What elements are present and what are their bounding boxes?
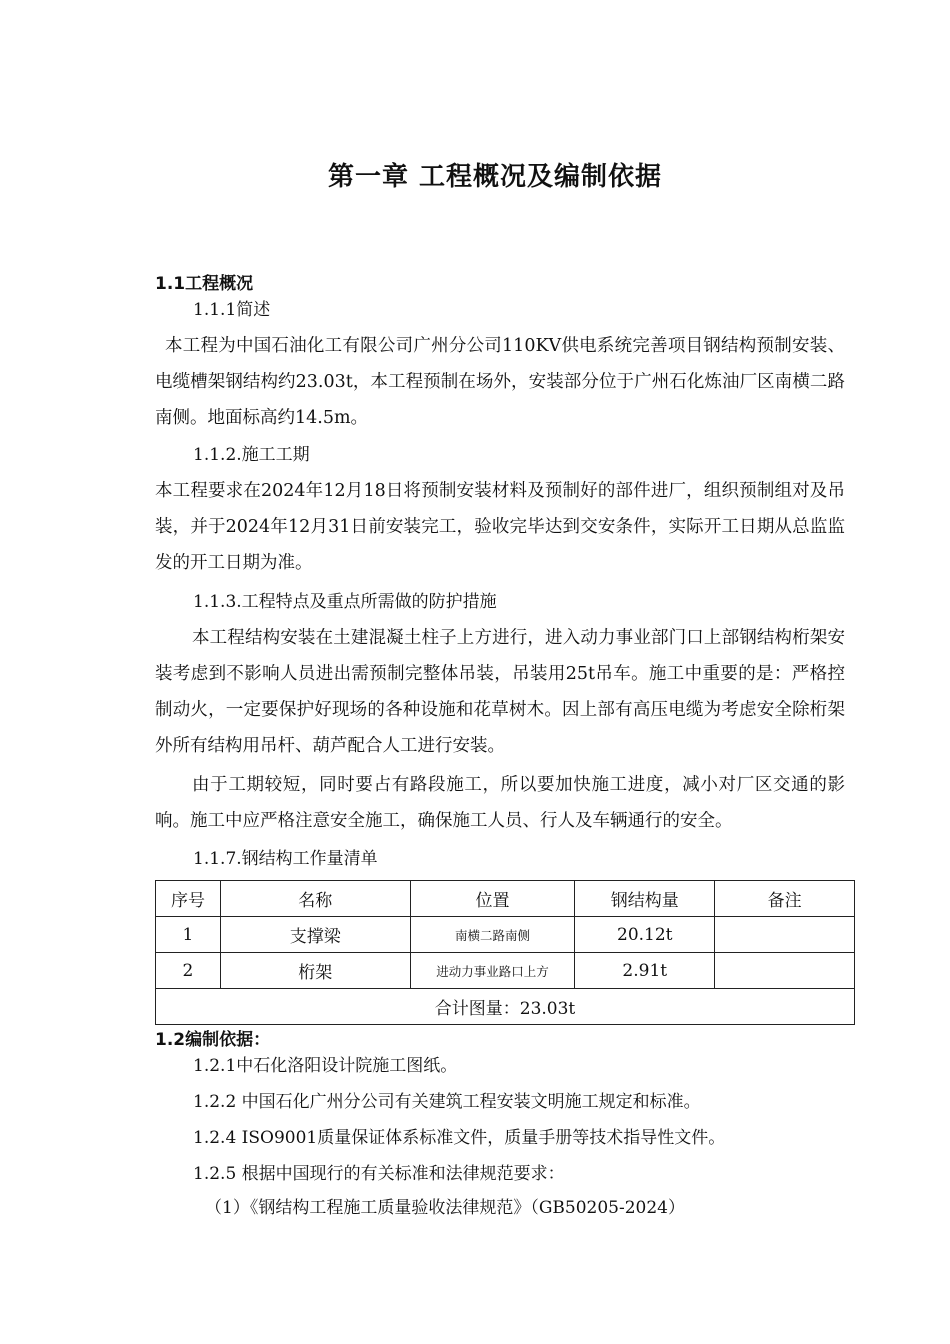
header-cell: 名称 — [220, 881, 410, 917]
table-total: 合计图量：23.03t — [156, 989, 855, 1025]
table-cell: 进动力事业路口上方 — [410, 953, 575, 989]
basis-item-1-2-5: 1.2.5 根据中国现行的有关标准和法律规范要求： — [193, 1164, 565, 1184]
paragraph-safety: 由于工期较短，同时要占有路段施工，所以要加快施工进度，减小对厂区交通的影响。施工中应严格注意安全施工，确保施工人员、行人及车辆通行的安全。 — [155, 775, 845, 831]
basis-item-1-2-4: 1.2.4 ISO9001质量保证体系标准文件，质量手册等技术指导性文件。 — [193, 1128, 726, 1148]
table-header-row — [156, 881, 855, 917]
basis-sub-item-1: （1）《钢结构工程施工质量验收法律规范》（GB50205-2024） — [205, 1198, 685, 1218]
subsection-1-1-1: 1.1.1简述 — [193, 300, 271, 320]
paragraph-features: 本工程结构安装在土建混凝土柱子上方进行，进入动力事业部门口上部钢结构桁架安装考虑到不影响人员进出需预制完整体吊装，吊装用25t吊车。施工中重要的是：严格控制动火，一定要保护好现场的各种设施和花草树木。因上部有高压电缆为考虑安全除桁架外所有结构用吊杆、葫芦配合人工进行安装。 — [155, 628, 845, 756]
table-cell: 桁架 — [220, 953, 410, 989]
section-heading-1-1: 1.1工程概况 — [155, 274, 254, 294]
table-cell: 2.91t — [575, 953, 715, 989]
table-cell: 南横二路南侧 — [410, 917, 575, 953]
paragraph-schedule: 本工程要求在2024年12月18日将预制安装材料及预制好的部件进厂，组织预制组对及吊装，并于2024年12月31日前安装完工，验收完毕达到交安条件，实际开工日期从总监监发的开工日期为准。 — [155, 481, 845, 573]
header-cell: 钢结构量 — [575, 881, 715, 917]
table-cell: 支撑梁 — [220, 917, 410, 953]
table-cell — [715, 917, 855, 953]
header-cell: 序号 — [156, 881, 221, 917]
subsection-1-1-7: 1.1.7.钢结构工作量清单 — [193, 849, 378, 869]
basis-item-1-2-1: 1.2.1中石化洛阳设计院施工图纸。 — [193, 1056, 458, 1076]
paragraph-overview: 本工程为中国石油化工有限公司广州分公司110KV供电系统完善项目钢结构预制安装、电缆槽架钢结构约23.03t，本工程预制在场外，安装部分位于广州石化炼油厂区南横二路南侧。地面标高约14.5m。 — [155, 336, 845, 428]
table-row — [156, 917, 855, 953]
subsection-1-1-2: 1.1.2.施工工期 — [193, 445, 310, 465]
basis-item-1-2-2: 1.2.2 中国石化广州分公司有关建筑工程安装文明施工规定和标准。 — [193, 1092, 701, 1112]
table-cell: 2 — [156, 953, 221, 989]
section-heading-1-2: 1.2编制依据： — [155, 1030, 271, 1050]
header-cell: 位置 — [410, 881, 575, 917]
subsection-1-1-3: 1.1.3.工程特点及重点所需做的防护措施 — [193, 592, 497, 612]
steel-quantity-table — [155, 880, 855, 1025]
table-cell — [715, 953, 855, 989]
table-cell: 1 — [156, 917, 221, 953]
table-cell: 20.12t — [575, 917, 715, 953]
header-cell: 备注 — [715, 881, 855, 917]
table-row — [156, 953, 855, 989]
table-total-row — [156, 989, 855, 1025]
chapter-title: 第一章 工程概况及编制依据 — [327, 162, 663, 192]
